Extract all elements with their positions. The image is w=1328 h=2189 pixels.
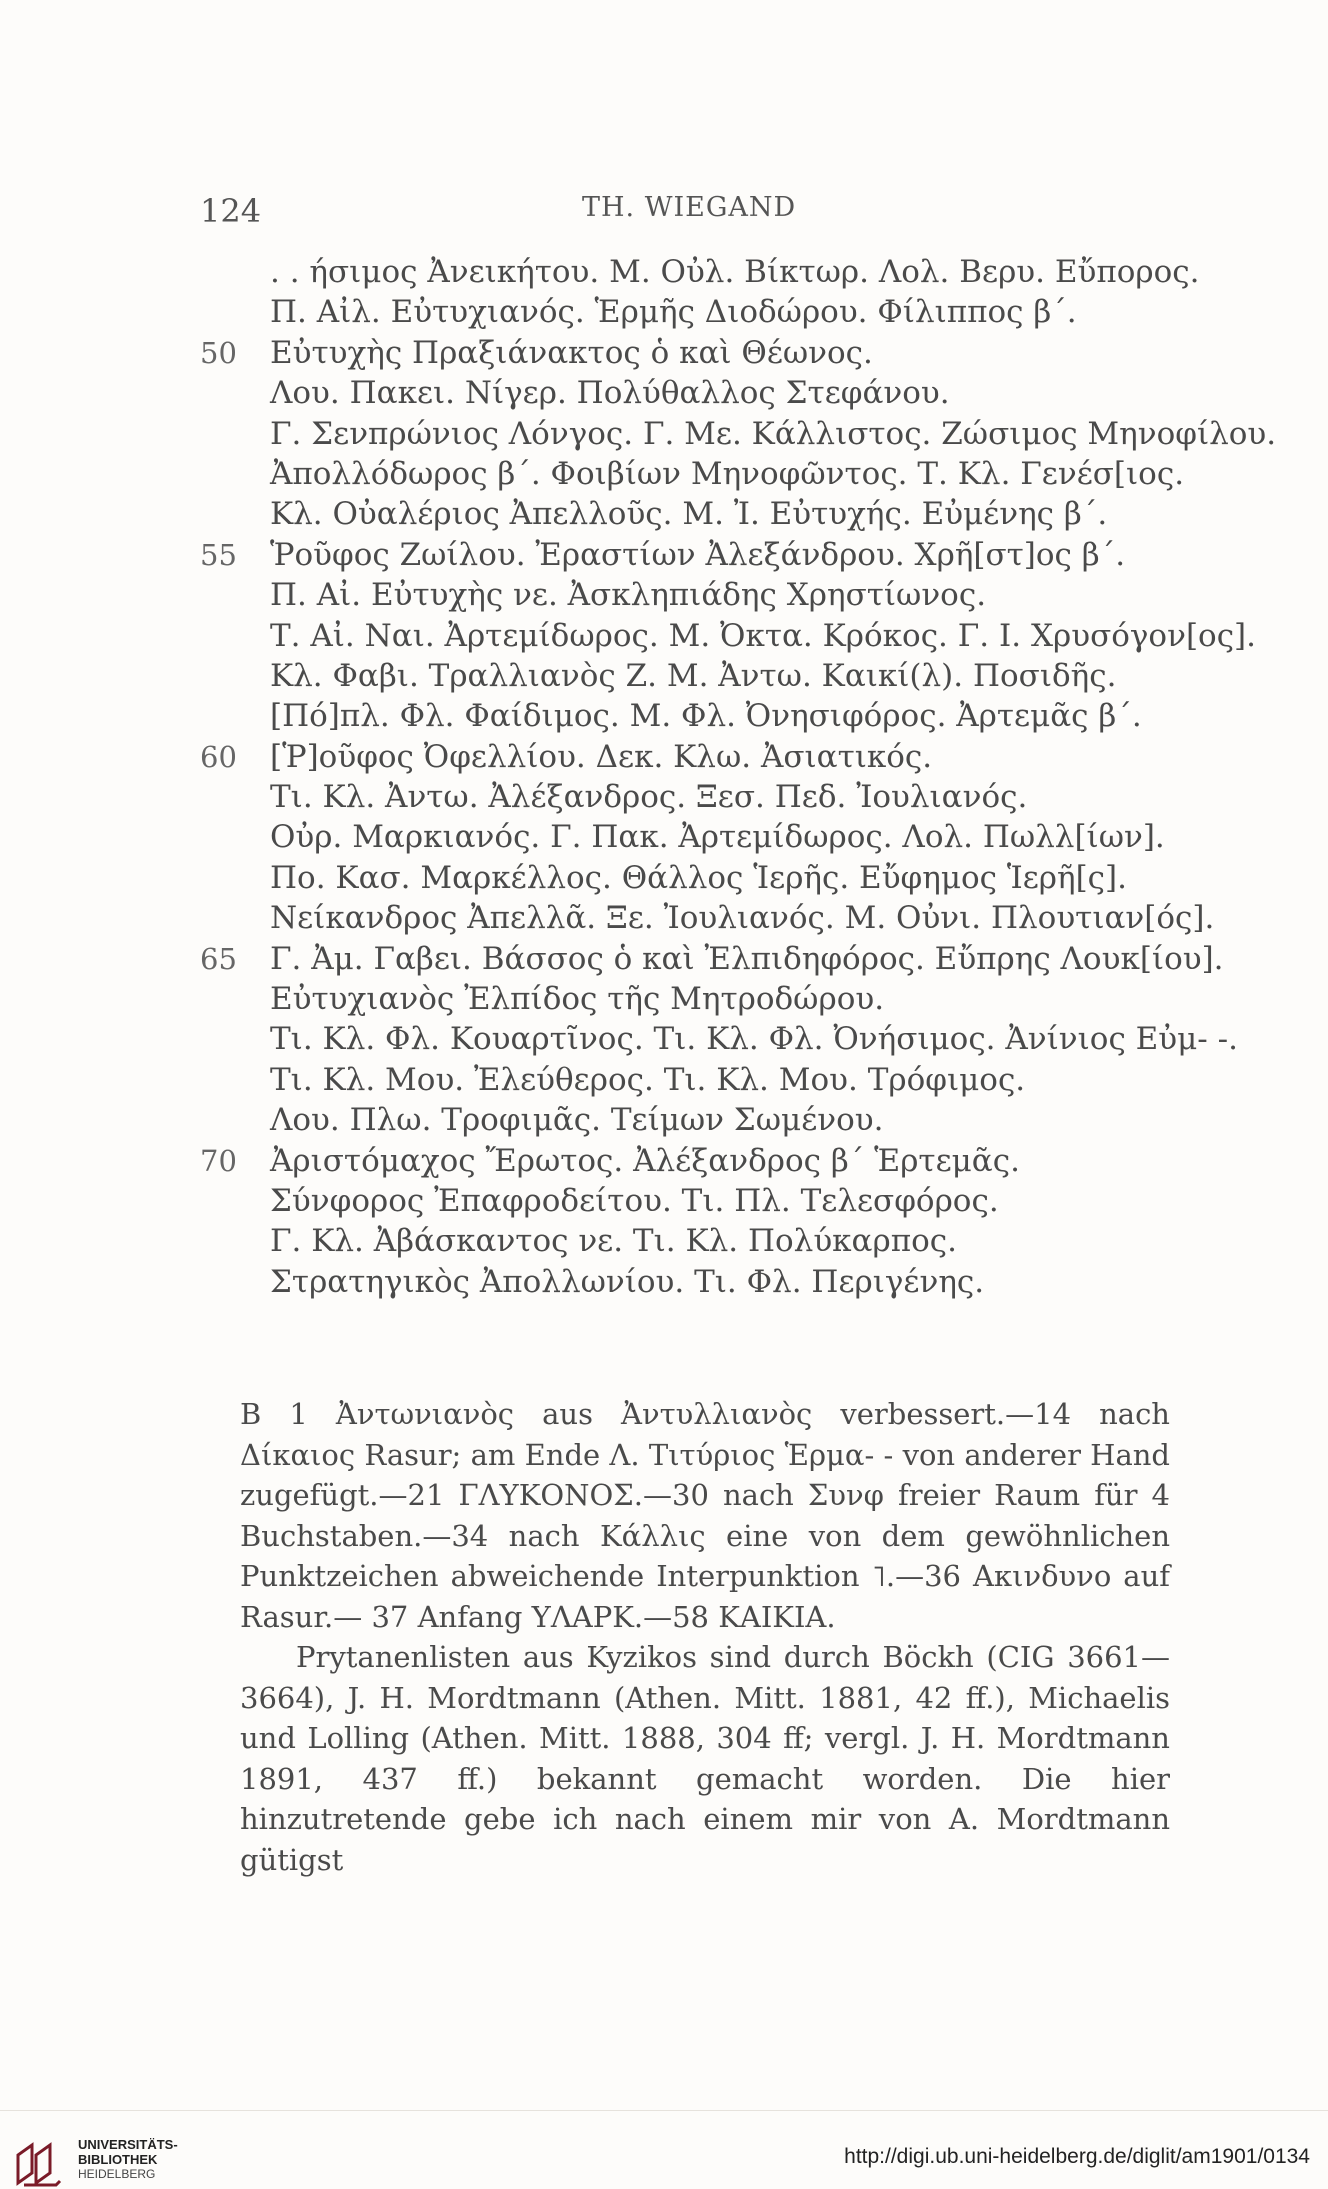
body-paragraph: Prytanenlisten aus Kyzikos sind durch Böckh (CIG 3661—3664), J. H. Mordtmann (Athen. Mitt. 1881, 42 ff.), Michaelis und Lolling (Athen. Mitt. 1888, 304 ff; vergl. J. H. Mordtmann 1891, 437 ff.) bekannt gemacht worden. Die hier hinzutretende gebe ich nach einem mir von A. Mordtmann gütigst [240, 1640, 1170, 1877]
line-text: Γ. Σενπρώνιος Λόνγος. Γ. Με. Κάλλιστος. Ζώσιμος Μηνοφίλου. [270, 415, 1277, 452]
line-text: Γ. Κλ. Ἀβάσκαντος νε. Τι. Κλ. Πολύκαρπος. [270, 1223, 957, 1260]
line-text: Στρατηγικὸς Ἀπολλωνίου. Τι. Φλ. Περιγένης. [270, 1263, 985, 1300]
inscription-line [0, 454, 1328, 494]
inscription-line [0, 292, 1328, 332]
line-number: 60 [200, 739, 237, 774]
line-text: Ῥοῦφος Ζωίλου. Ἐραστίων Ἀλεξάνδρου. Χρῆ[στ]ος β΄. [270, 536, 1126, 573]
inscription-line [0, 1221, 1328, 1261]
inscription-line [0, 817, 1328, 857]
line-text: Γ. Ἀμ. Γαβει. Βάσσος ὁ καὶ Ἐλπιδηφόρος. Εὔπρης Λουκ[ίου]. [270, 940, 1224, 977]
inscription-line [0, 1060, 1328, 1100]
line-text: Λου. Πλω. Τροφιμᾶς. Τείμων Σωμένου. [270, 1102, 884, 1139]
inscription-line [0, 898, 1328, 938]
inscription-text [0, 252, 1328, 1302]
line-text: Λου. Πακει. Νίγερ. Πολύθαλλος Στεφάνου. [270, 375, 950, 412]
line-number: 55 [200, 537, 237, 572]
line-text: . . ήσιμος Ἀνεικήτου. Μ. Οὐλ. Βίκτωρ. Λολ. Βερυ. Εὔπορος. [270, 254, 1200, 290]
inscription-line [0, 616, 1328, 656]
footer [0, 2110, 1328, 2187]
inscription-line [0, 939, 1328, 979]
line-text: Σύνφορος Ἐπαφροδείτου. Τι. Πλ. Τελεσφόρος. [270, 1182, 999, 1219]
inscription-line [0, 333, 1328, 373]
line-text: Πο. Κασ. Μαρκέλλος. Θάλλος Ἱερῆς. Εὔφημος Ἱερῆ[ς]. [270, 859, 1127, 896]
line-text: [Πό]πλ. Φλ. Φαίδιμος. Μ. Φλ. Ὀνησιφόρος. Ἀρτεμᾶς β΄. [270, 698, 1142, 735]
inscription-line [0, 575, 1328, 615]
inscription-line [0, 858, 1328, 898]
inscription-line [0, 1262, 1328, 1302]
line-text: Τι. Κλ. Μου. Ἐλεύθερος. Τι. Κλ. Μου. Τρόφιμος. [270, 1061, 1026, 1098]
line-text: Εὐτυχὴς Πραξιάνακτος ὁ καὶ Θέωνος. [270, 334, 873, 371]
line-text: Ἀπολλόδωρος β΄. Φοιβίων Μηνοφῶντος. Τ. Κλ. Γενέσ[ιος. [270, 455, 1185, 492]
inscription-line [0, 1181, 1328, 1221]
source-url-link[interactable]: http://digi.ub.uni-heidelberg.de/diglit/am1901/0134 [844, 2145, 1310, 2168]
inscription-line [0, 1141, 1328, 1181]
inscription-line [0, 252, 1328, 292]
line-text: Εὐτυχιανὸς Ἐλπίδος τῆς Μητροδώρου. [270, 981, 885, 1018]
inscription-line [0, 1019, 1328, 1059]
line-text: Ἀριστόμαχος Ἔρωτος. Ἀλέξανδρος β΄ Ἑρτεμᾶς. [270, 1142, 1020, 1179]
line-text: [Ῥ]οῦφος Ὀφελλίου. Δεκ. Κλω. Ἀσιατικός. [270, 738, 933, 775]
inscription-line [0, 373, 1328, 413]
line-number: 50 [200, 335, 237, 370]
inscription-line [0, 494, 1328, 534]
line-text: Π. Αἰλ. Εὐτυχιανός. Ἑρμῆς Διοδώρου. Φίλιππος β΄. [270, 294, 1077, 331]
inscription-line [0, 979, 1328, 1019]
library-name: UNIVERSITÄTS- BIBLIOTHEK HEIDELBERG [78, 2137, 178, 2181]
inscription-line [0, 1100, 1328, 1140]
line-text: Νείκανδρος Ἀπελλᾶ. Ξε. Ἰουλιανός. Μ. Οὐνι. Πλουτιαν[ός]. [270, 900, 1215, 937]
critical-apparatus: B 1 Ἀντωνιανὸς aus Ἀντυλλιανὸς verbessert.—14 nach Δίκαιος Rasur; am Ende Λ. Τιτύριος Ἑρμα- - von anderer Hand zugefügt.—21 ΓΛΥΚΟΝΟΣ.—30 nach Συνφ freier Raum für 4 Buchstaben.—34 nach Κάλλις eine von dem gewöhnlichen Punktzeichen abweichende Interpunktion ˥.—36 Ακινδυνο auf Rasur.— 37 Anfang ΥΛΑΡΚ.—58 ΚΑΙΚΙΑ. [240, 1397, 1170, 1634]
inscription-line [0, 414, 1328, 454]
notes-section [240, 1394, 1170, 1880]
inscription-line [0, 656, 1328, 696]
line-text: Οὐρ. Μαρκιανός. Γ. Πακ. Ἀρτεμίδωρος. Λολ. Πωλλ[ίων]. [270, 819, 1165, 856]
line-text: Π. Αἰ. Εὐτυχὴς νε. Ἀσκληπιάδης Χρηστίωνος. [270, 577, 987, 614]
line-text: Τι. Κλ. Φλ. Κουαρτῖνος. Τι. Κλ. Φλ. Ὀνήσιμος. Ἀνίνιος Εὐμ- -. [270, 1021, 1238, 1058]
line-number: 65 [200, 941, 237, 976]
line-text: Τι. Κλ. Ἀντω. Ἀλέξανδρος. Ξεσ. Πεδ. Ἰουλιανός. [270, 779, 1028, 816]
inscription-line [0, 777, 1328, 817]
university-library-logo-icon [12, 2135, 66, 2189]
inscription-line [0, 696, 1328, 736]
page-header [0, 182, 1328, 242]
running-head: TH. WIEGAND [582, 192, 797, 223]
line-text: Κλ. Φαβι. Τραλλιανὸς Ζ. Μ. Ἀντω. Καικί(λ). Ποσιδῆς. [270, 657, 1117, 694]
page-number: 124 [200, 192, 262, 230]
line-number: 70 [200, 1143, 237, 1178]
line-text: Τ. Αἰ. Ναι. Ἀρτεμίδωρος. Μ. Ὀκτα. Κρόκος. Γ. Ι. Χρυσόγον[ος]. [270, 617, 1257, 654]
line-text: Κλ. Οὐαλέριος Ἀπελλοῦς. Μ. Ἰ. Εὐτυχής. Εὐμένης β΄. [270, 496, 1108, 533]
inscription-line [0, 737, 1328, 777]
inscription-line [0, 535, 1328, 575]
